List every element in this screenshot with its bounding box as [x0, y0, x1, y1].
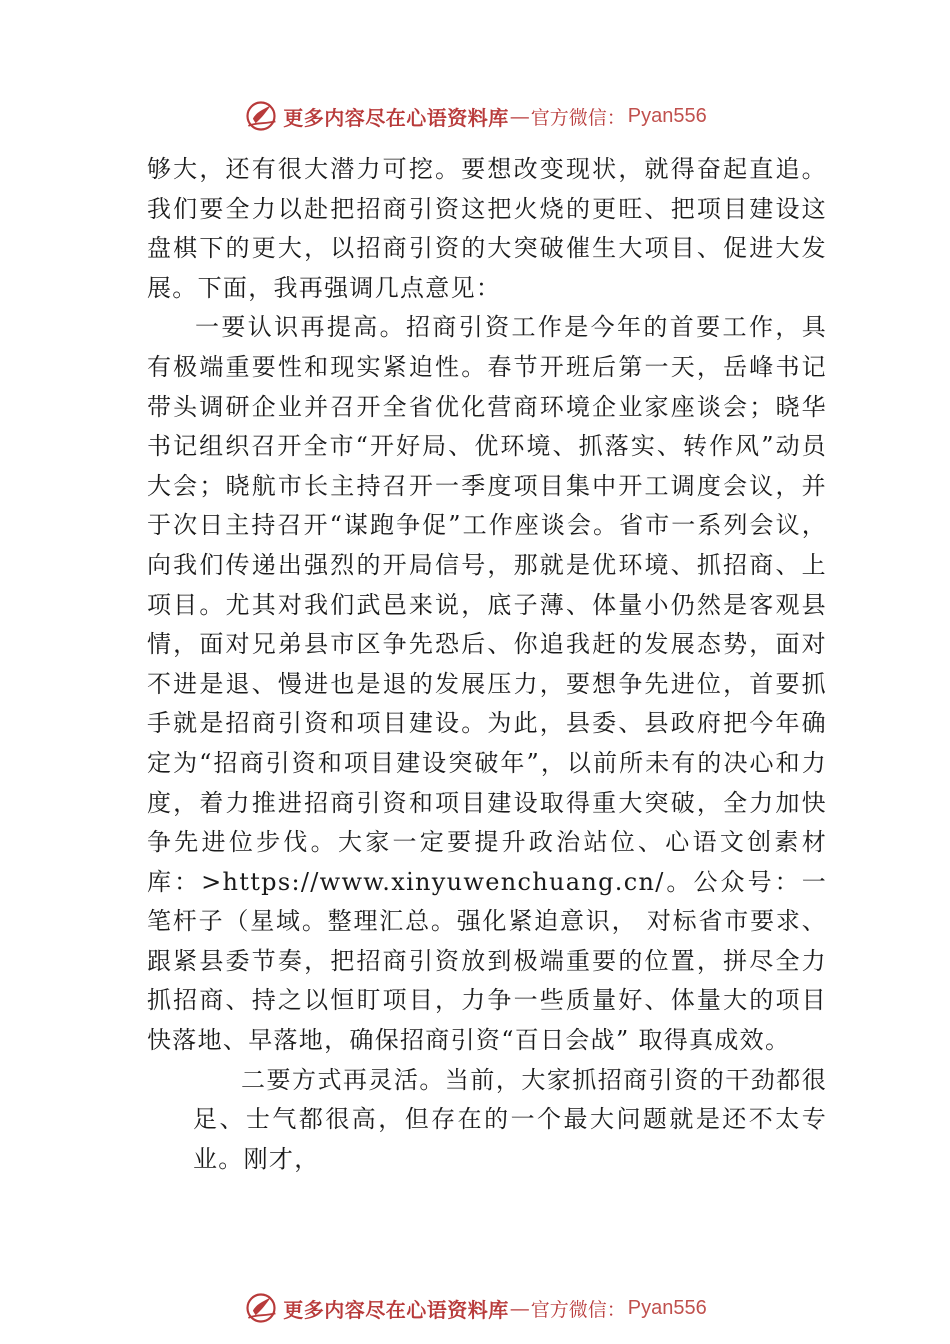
- footer-wechat-id: Pyan556: [627, 1296, 707, 1319]
- footer-banner: [0, 1284, 950, 1332]
- header-wechat-label: 官方微信：: [530, 106, 626, 129]
- paragraph-point-two: 二要方式再灵活。当前，大家抓招商引资的干劲都很足、士气都很高，但存在的一个最大问题就是还不太专业。刚才，: [193, 1065, 827, 1173]
- header-separator: —: [509, 104, 530, 128]
- footer-wechat-label: 官方微信：: [530, 1298, 626, 1321]
- brand-logo-icon: [243, 1290, 279, 1326]
- footer-separator: —: [509, 1296, 530, 1320]
- header-banner: [0, 92, 950, 140]
- brand-logo-icon: [243, 98, 279, 134]
- document-body: [147, 150, 827, 1179]
- header-wechat-id: Pyan556: [627, 104, 707, 127]
- paragraph-point-one: 一要认识再提高。招商引资工作是今年的首要工作，具有极端重要性和现实紧迫性。春节开班后第一天，岳峰书记带头调研企业并召开全省优化营商环境企业家座谈会；晓华书记组织召开全市“开好局、优环境、抓落实、转作风”动员大会；晓航市长主持召开一季度项目集中开工调度会议，并于次日主持召开“谋跑争促”工作座谈会。省市一系列会议，向我们传递出强烈的开局信号，那就是优环境、抓招商、上项目。尤其对我们武邑来说，底子薄、体量小仍然是客观县情，面对兄弟县市区争先恐后、你追我赶的发展态势，面对不进是退、慢进也是退的发展压力，要想争先进位，首要抓手就是招商引资和项目建设。为此，县委、县政府把今年确定为“招商引资和项目建设突破年”，以前所未有的决心和力度，着力推进招商引资和项目建设取得重大突破，全力加快争先进位步伐。大家一定要提升政治站位、心语文创素材库：>https://www.xinyuwenchuang.cn/。公众号：一笔杆子（星域。整理汇总。强化紧迫意识， 对标省市要求、跟紧县委节奏，把招商引资放到极端重要的位置，拼尽全力抓招商、持之以恒盯项目，力争一些质量好、体量大的项目快落地、早落地，确保招商引资“百日会战” 取得真成效。: [147, 313, 827, 1055]
- footer-brand-text: 更多内容尽在心语资料库: [283, 1297, 509, 1322]
- paragraph-intro: 够大，还有很大潜力可挖。要想改变现状，就得奋起直追。 我们要全力以赴把招商引资这把火烧的更旺、把项目建设这盘棋下的更大，以招商引资的大突破催生大项目、促进大发展。下面，我再强调几点意见：: [147, 155, 827, 302]
- header-brand-text: 更多内容尽在心语资料库: [283, 105, 509, 130]
